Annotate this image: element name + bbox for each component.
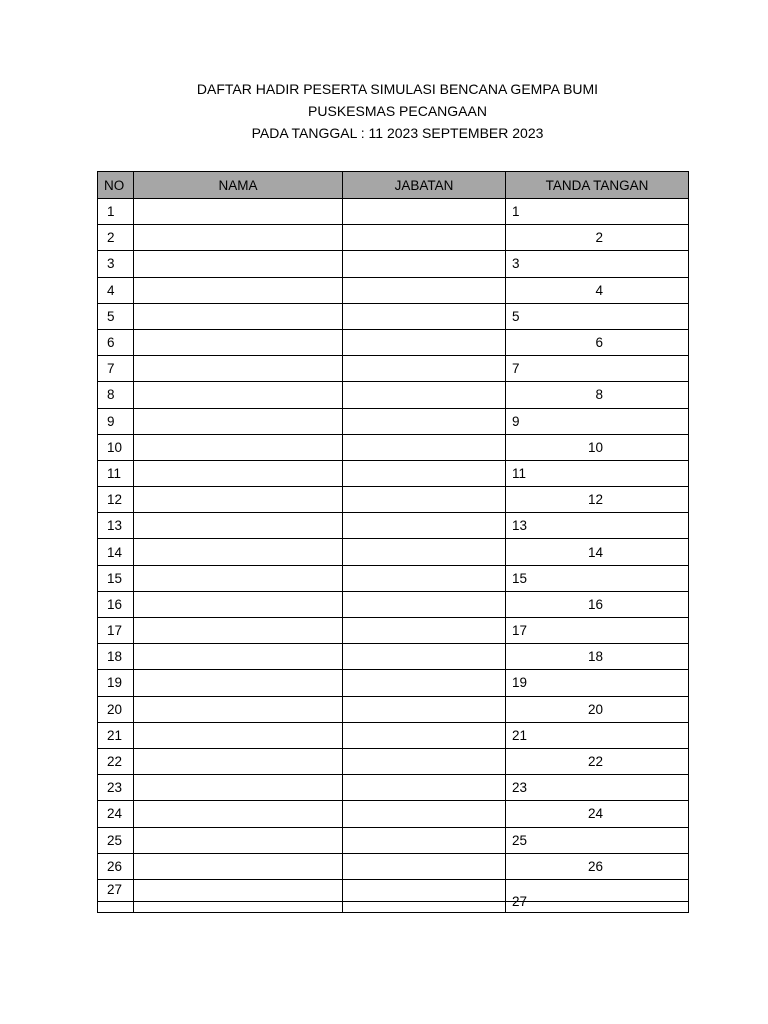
table-row [98,199,689,225]
signature-field[interactable]: 19 [506,670,689,696]
signature-field[interactable]: 22 [506,748,689,774]
signature-field[interactable]: 23 [506,775,689,801]
jabatan-field[interactable] [343,303,506,329]
nama-field[interactable] [134,434,343,460]
nama-field[interactable] [134,199,343,225]
signature-field[interactable]: 14 [506,539,689,565]
row-number: 21 [98,722,134,748]
nama-field[interactable] [134,356,343,382]
row-number: 19 [98,670,134,696]
jabatan-field[interactable] [343,277,506,303]
row-number: 24 [98,801,134,827]
row-number: 4 [98,277,134,303]
table-row [98,722,689,748]
nama-field[interactable] [134,329,343,355]
signature-field[interactable]: 12 [506,487,689,513]
row-number: 18 [98,644,134,670]
jabatan-field[interactable] [343,722,506,748]
signature-field[interactable]: 25 [506,827,689,853]
nama-field[interactable] [134,853,343,879]
attendance-table [97,171,689,913]
nama-field[interactable] [134,748,343,774]
signature-field[interactable]: 7 [506,356,689,382]
signature-field[interactable]: 16 [506,591,689,617]
jabatan-field[interactable] [343,853,506,879]
table-row [98,408,689,434]
row-number: 5 [98,303,134,329]
table-row [98,644,689,670]
table-row [98,696,689,722]
jabatan-field[interactable] [343,251,506,277]
signature-field[interactable]: 13 [506,513,689,539]
nama-field[interactable] [134,591,343,617]
table-row [98,801,689,827]
table-row [98,748,689,774]
row-number: 22 [98,748,134,774]
jabatan-field[interactable] [343,591,506,617]
table-row [98,303,689,329]
row-number: 1 [98,199,134,225]
jabatan-field[interactable] [343,329,506,355]
row-number: 25 [98,827,134,853]
nama-field[interactable] [134,460,343,486]
nama-field[interactable] [134,565,343,591]
table-row [98,775,689,801]
signature-field[interactable]: 21 [506,722,689,748]
signature-field[interactable]: 5 [506,303,689,329]
event-date: PADA TANGGAL : 11 2023 SEPTEMBER 2023 [251,125,544,141]
row-number: 20 [98,696,134,722]
nama-field[interactable] [134,487,343,513]
nama-field[interactable] [134,303,343,329]
signature-field[interactable]: 26 [506,853,689,879]
row-divider-line [97,901,688,902]
table-row [98,487,689,513]
nama-field[interactable] [134,277,343,303]
attendance-rows [98,199,689,913]
table-row [98,513,689,539]
jabatan-field[interactable] [343,382,506,408]
table-row [98,853,689,879]
signature-field[interactable]: 17 [506,618,689,644]
table-row [98,879,689,912]
jabatan-field[interactable] [343,487,506,513]
institution-name: PUSKESMAS PECANGAAN [308,103,487,119]
row-number: 16 [98,591,134,617]
table-row [98,565,689,591]
nama-field[interactable] [134,618,343,644]
jabatan-field[interactable] [343,696,506,722]
signature-field[interactable]: 15 [506,565,689,591]
nama-field[interactable] [134,408,343,434]
row-number: 13 [98,513,134,539]
signature-field[interactable]: 6 [506,329,689,355]
nama-field[interactable] [134,801,343,827]
row-number: 2 [98,225,134,251]
signature-field[interactable]: 9 [506,408,689,434]
row-number: 27 [98,879,134,912]
table-row [98,277,689,303]
document-title: DAFTAR HADIR PESERTA SIMULASI BENCANA GEMPA BUMI [196,81,599,97]
row-number: 12 [98,487,134,513]
table-row [98,827,689,853]
jabatan-field[interactable] [343,748,506,774]
jabatan-field[interactable] [343,775,506,801]
column-header-no: NO [98,172,134,199]
signature-field[interactable]: 8 [506,382,689,408]
row-number: 10 [98,434,134,460]
nama-field[interactable] [134,879,343,912]
nama-field[interactable] [134,775,343,801]
nama-field[interactable] [134,251,343,277]
jabatan-field[interactable] [343,565,506,591]
nama-field[interactable] [134,513,343,539]
row-number: 15 [98,565,134,591]
table-row [98,460,689,486]
column-header-tanda-tangan: TANDA TANGAN [506,172,689,199]
table-row [98,251,689,277]
jabatan-field[interactable] [343,199,506,225]
table-header-row [98,172,689,199]
row-number: 17 [98,618,134,644]
row-number: 7 [98,356,134,382]
jabatan-field[interactable] [343,827,506,853]
row-number: 23 [98,775,134,801]
jabatan-field[interactable] [343,513,506,539]
nama-field[interactable] [134,696,343,722]
row-number: 11 [98,460,134,486]
nama-field[interactable] [134,644,343,670]
signature-field[interactable]: 11 [506,460,689,486]
jabatan-field[interactable] [343,434,506,460]
column-header-nama: NAMA [134,172,343,199]
jabatan-field[interactable] [343,670,506,696]
document-header [0,78,768,144]
table-row [98,539,689,565]
table-row [98,618,689,644]
jabatan-field[interactable] [343,801,506,827]
jabatan-field[interactable] [343,644,506,670]
nama-field[interactable] [134,539,343,565]
nama-field[interactable] [134,722,343,748]
jabatan-field[interactable] [343,460,506,486]
table-row [98,670,689,696]
row-number: 26 [98,853,134,879]
nama-field[interactable] [134,382,343,408]
table-row [98,225,689,251]
signature-field[interactable]: 10 [506,434,689,460]
nama-field[interactable] [134,225,343,251]
jabatan-field[interactable] [343,356,506,382]
row-number: 3 [98,251,134,277]
table-row [98,382,689,408]
jabatan-field[interactable] [343,618,506,644]
table-row [98,591,689,617]
jabatan-field[interactable] [343,879,506,912]
signature-field[interactable]: 4 [506,277,689,303]
table-row [98,356,689,382]
signature-field[interactable]: 3 [506,251,689,277]
nama-field[interactable] [134,827,343,853]
row-number: 9 [98,408,134,434]
row-number: 8 [98,382,134,408]
row-number: 6 [98,329,134,355]
jabatan-field[interactable] [343,539,506,565]
signature-field[interactable]: 2 [506,225,689,251]
row-number: 14 [98,539,134,565]
signature-field[interactable]: 20 [506,696,689,722]
jabatan-field[interactable] [343,225,506,251]
jabatan-field[interactable] [343,408,506,434]
signature-field[interactable]: 24 [506,801,689,827]
table-row [98,329,689,355]
signature-field[interactable]: 1 [506,199,689,225]
table-row [98,434,689,460]
nama-field[interactable] [134,670,343,696]
column-header-jabatan: JABATAN [343,172,506,199]
signature-field[interactable]: 18 [506,644,689,670]
signature-field[interactable]: 27 [506,879,689,912]
